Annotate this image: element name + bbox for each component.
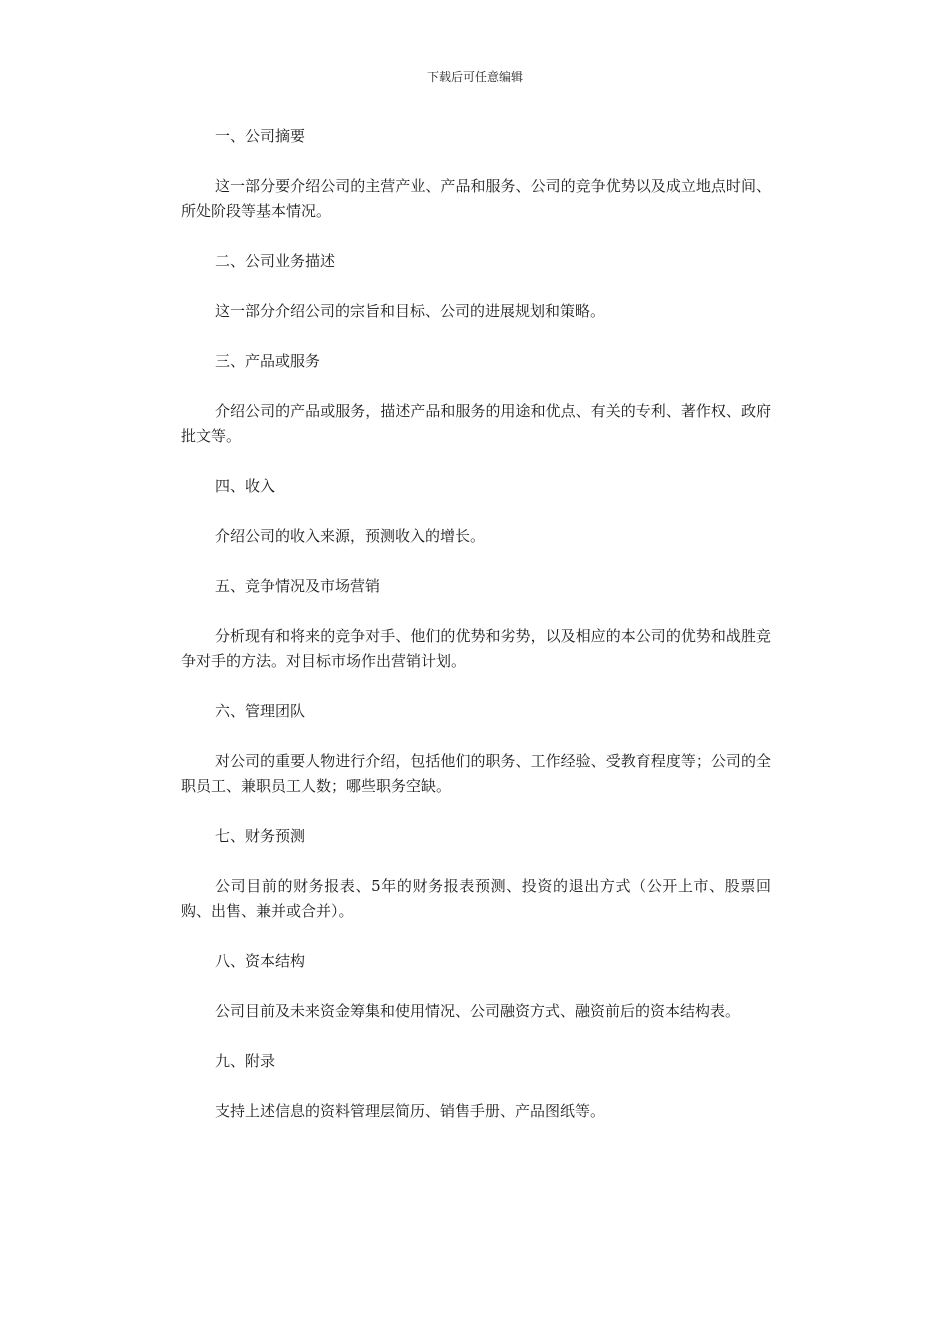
section-heading-6: 六、管理团队 (215, 702, 306, 720)
section-body-5: 分析现有和将来的竞争对手、他们的优势和劣势，以及相应的本公司的优势和战胜竞争对手的方法。对目标市场作出营销计划。 (181, 627, 771, 670)
document-body (181, 124, 771, 1149)
section-body-1: 这一部分要介绍公司的主营产业、产品和服务、公司的竞争优势以及成立地点时间、所处阶段等基本情况。 (181, 177, 771, 220)
section-heading-9: 九、附录 (215, 1052, 276, 1070)
section-heading-1: 一、公司摘要 (215, 127, 306, 145)
section-heading-8: 八、资本结构 (215, 952, 306, 970)
header-note: 下载后可任意编辑 (426, 70, 523, 84)
section-body-2: 这一部分介绍公司的宗旨和目标、公司的进展规划和策略。 (215, 302, 606, 320)
section-body-6: 对公司的重要人物进行介绍，包括他们的职务、工作经验、受教育程度等；公司的全职员工、兼职员工人数；哪些职务空缺。 (181, 752, 771, 795)
section-heading-2: 二、公司业务描述 (215, 252, 336, 270)
section-heading-3: 三、产品或服务 (215, 352, 321, 370)
section-body-8: 公司目前及未来资金筹集和使用情况、公司融资方式、融资前后的资本结构表。 (215, 1002, 741, 1020)
section-heading-4: 四、收入 (215, 477, 276, 495)
section-heading-7: 七、财务预测 (215, 827, 306, 845)
section-heading-5: 五、竞争情况及市场营销 (215, 577, 381, 595)
section-body-7: 公司目前的财务报表、5年的财务报表预测、投资的退出方式（公开上市、股票回购、出售、兼并或合并）。 (181, 877, 771, 920)
section-body-9: 支持上述信息的资料管理层简历、销售手册、产品图纸等。 (215, 1102, 606, 1120)
section-body-3: 介绍公司的产品或服务，描述产品和服务的用途和优点、有关的专利、著作权、政府批文等。 (181, 402, 771, 445)
section-body-4: 介绍公司的收入来源，预测收入的增长。 (215, 527, 486, 545)
